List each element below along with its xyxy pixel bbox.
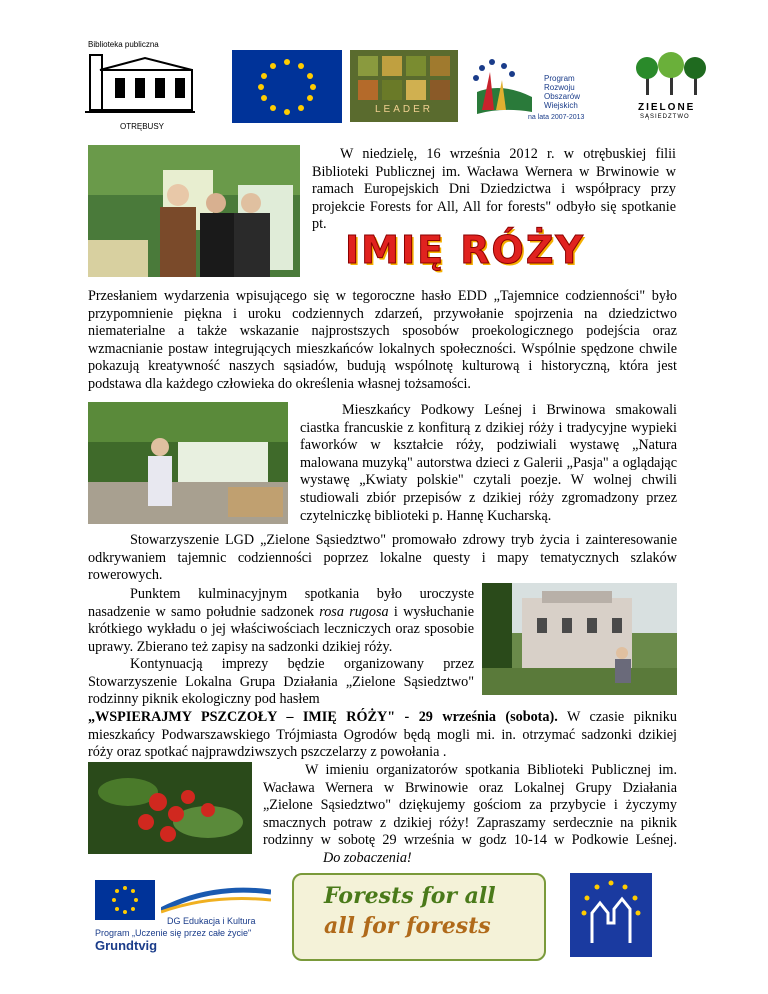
leader-text: LEADER: [374, 104, 433, 115]
eu-stars-icon: [232, 50, 342, 123]
photo-exhibition-scene: [88, 402, 288, 524]
program-text: Program „Uczenie się przez całe życie": [95, 928, 252, 938]
zielone-line2: SĄSIEDZTWO: [640, 114, 690, 120]
forests-line1: Forests for all: [324, 883, 496, 909]
prow-logo: [462, 52, 602, 124]
paragraph-association: Stowarzyszenie LGD „Zielone Sąsiedztwo" promowało zdrowy tryb życia i zainteresowanie odkrywaniem tajemnic codzienności poprzez lokalne questy i mapy tematycznych szlaków rowerowych.: [88, 532, 677, 584]
photo-women-at-event: [88, 145, 300, 277]
paragraph-picnic: [88, 709, 677, 762]
paragraph-residents: Mieszkańcy Podkowy Leśnej i Brwinowa smakowali ciastka francuskie z konfiturą z dzikiej róży i tradycyjne wypieki faworków w kształcie róży, podziwiali wystawę „Natura malowana muzyką" autorstwa dzieci z Galerii „Pasja" a oglądając wystawę „Kwiaty polskie" czytali poezje. W wolnej chwili studiowali zbiór przepisów z dzikiej róży zgromadzony przez czytelniczkę biblioteki p. Hannę Kucharską.: [300, 402, 677, 524]
library-logo-top-text: Biblioteka publiczna: [88, 40, 159, 49]
event-title: IMIĘ RÓŻY: [345, 228, 585, 272]
photo-women-scene: [88, 145, 300, 277]
photo-rose-hips: [88, 762, 252, 854]
prow-line2: Rozwoju: [544, 83, 575, 92]
eu-grundtvig-logo: [95, 880, 275, 952]
forests-line2: all for forests: [324, 913, 491, 939]
paragraph-continuation: [88, 656, 474, 709]
prow-years: na lata 2007-2013: [528, 114, 585, 121]
paragraph-thanks: [263, 762, 677, 868]
library-building-icon: [80, 50, 200, 130]
swoosh-icon: [161, 884, 271, 914]
edd-logo: [570, 873, 652, 957]
prow-line3: Obszarów: [544, 92, 581, 101]
paragraph-culmination: [88, 586, 474, 656]
culmination-text-a: Punktem kulminacyjnym spotkania było uroczyste nasadzenie w samo południe sadzonek: [88, 586, 474, 620]
intro-paragraph: W niedzielę, 16 września 2012 r. w otrębuskiej filii Biblioteki Publicznej im. Wacława Wernera w Brwinowie w ramach Europejskich Dni Dziedzictwa i współpracy przy projekcie Forests for All, All for forests" odbyło się spotkanie pt.: [312, 146, 676, 233]
eu-stars-small-icon: [95, 880, 155, 920]
library-logo-bottom-text: OTRĘBUSY: [120, 122, 165, 131]
photo-building-scene: [482, 583, 677, 695]
photo-library-building: [482, 583, 677, 695]
leader-logo: [350, 50, 458, 122]
culmination-text-b: i wysłuchanie krótkiego wykładu o jej właściwościach leczniczych oraz sposobie uprawy. Zbierano też zapisy na sadzonki dzikiej róży.: [88, 603, 475, 655]
prow-line4: Wiejskich: [544, 101, 578, 110]
grundtvig-text: Grundtvig: [95, 938, 158, 953]
trees-icon: [632, 50, 712, 100]
photo-exhibition: [88, 402, 288, 524]
eu-flag-logo: [232, 50, 342, 123]
rose-hips-scene: [88, 762, 252, 854]
thanks-text: W imieniu organizatorów spotkania Biblioteki Publicznej im. Wacława Wernera w Brwinowie oraz Lokalnej Grupy Działania „Zielone Sąsiedztwo" dziękujemy gościom za przybycie i życzymy smacznych potraw z dzikiej róży! Zapraszamy serdecznie na piknik rodzinny w sobotę 29 września w godz 10-14 w Podkowie Leśnej.: [263, 762, 677, 849]
closing-text: Do zobaczenia!: [323, 849, 412, 866]
library-logo: [80, 40, 200, 135]
zielone-sasiedztwo-logo: [632, 50, 712, 122]
rosa-rugosa-text: rosa rugosa: [319, 603, 389, 620]
forests-for-all-logo: [292, 873, 546, 961]
eu-flag-small: [95, 880, 155, 920]
picnic-slogan: „WSPIERAJMY PSZCZOŁY – IMIĘ RÓŻY" - 29 września (sobota).: [88, 709, 558, 725]
edd-castle-icon: [570, 873, 652, 957]
continuation-text: Kontynuacją imprezy będzie organizowany przez Stowarzyszenie Lokalna Grupa Działania „Zielone Sąsiedztwo" rodzinny piknik ekologiczny pod hasłem: [88, 656, 474, 708]
picnic-text: W czasie pikniku mieszkańcy Podwarszawskiego Trójmiasta Ogrodów będą mogli mi. in. otrzymać sadzonki dzikiej róży oraz spotkać najprawdziwszych pszczelarzy z powołania .: [88, 709, 677, 761]
paragraph-message: Przesłaniem wydarzenia wpisującego się w tegoroczne hasło EDD „Tajemnice codzienności" było przypomnienie piękna i uroku codziennych zdarzeń, przywołanie spojrzenia na dziedzictwo niematerialne a także wskazanie najprostszych sposobów proekologicznego podejścia oraz wzmacnianie postaw integrujących mieszkańców lokalnych społeczności. Wspólnie spędzone chwile pokazują kreatywność naszych sąsiadów, budują wspólnotę kulturową i historyczną, która jest podstawa dla każdego człowieka do określenia własnej tożsamości.: [88, 288, 677, 392]
prow-line1: Program: [544, 74, 575, 83]
zielone-line1: ZIELONE: [638, 102, 696, 113]
dg-text: DG Edukacja i Kultura: [167, 916, 256, 926]
